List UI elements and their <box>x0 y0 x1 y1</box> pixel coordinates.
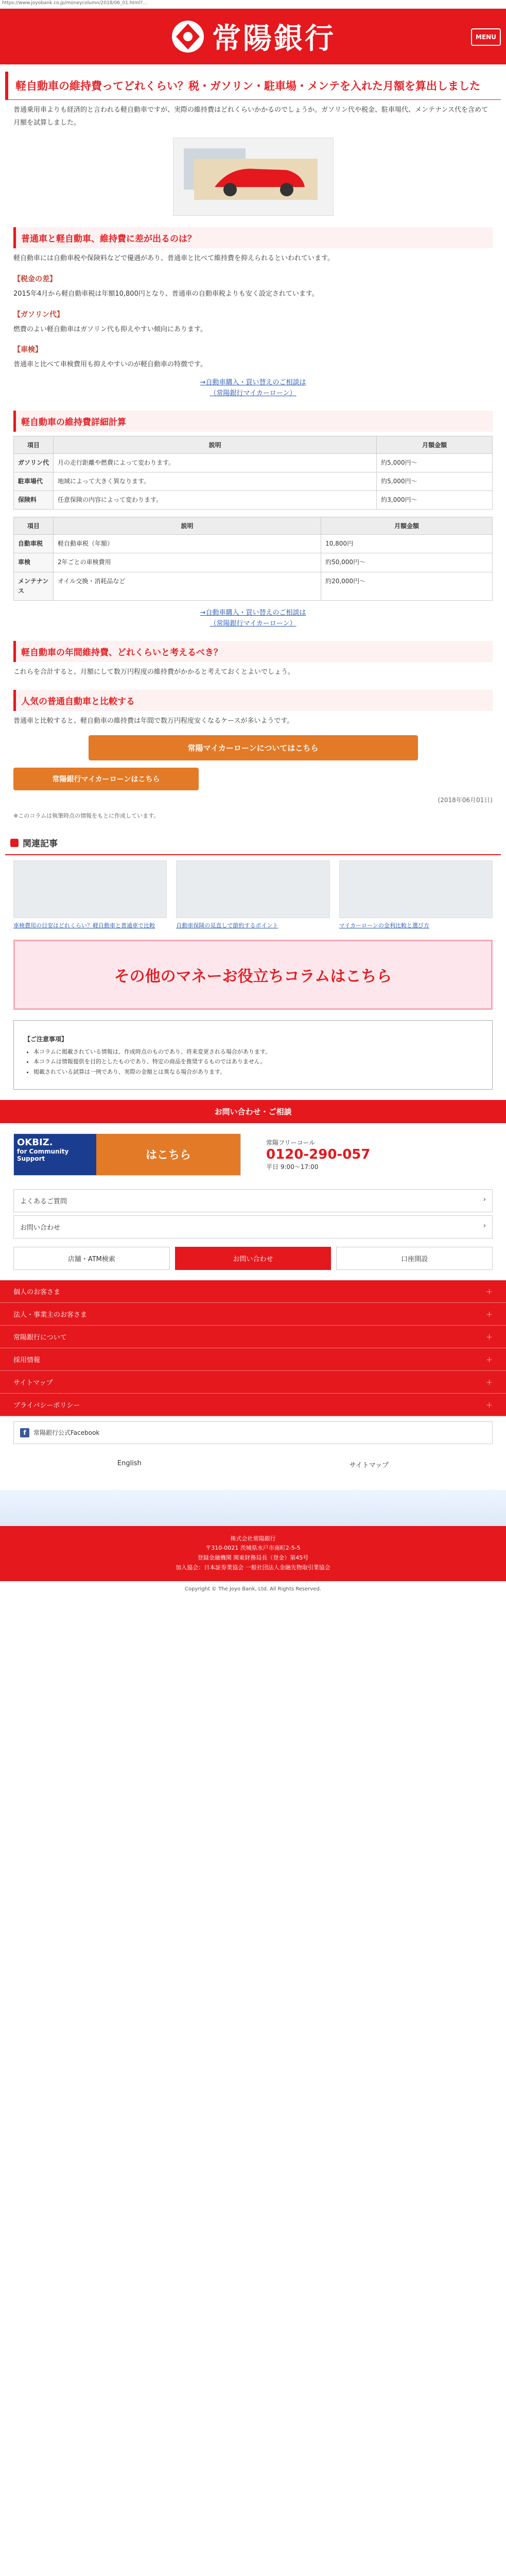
footer-link-english[interactable]: English <box>117 1459 142 1467</box>
loan-link[interactable]: →自動車購入・買い替えのご相談は <box>200 609 306 617</box>
cell-amount: 約3,000円〜 <box>377 491 493 510</box>
notice-item: • 本コラムは情報提供を目的としたものであり、特定の商品を推奨するものではありません。 <box>33 1057 482 1066</box>
nav-item[interactable]: 常陽銀行について ＋ <box>0 1326 506 1348</box>
table-header: 項目 <box>14 517 54 535</box>
cell-desc: 2年ごとの車検費用 <box>54 553 321 572</box>
table-header: 月額金額 <box>377 436 493 453</box>
summary-heading: 軽自動車の年間維持費、どれくらいと考えるべき？ <box>13 641 493 662</box>
subsection-paragraph: 2015年4月から軽自動車税は年額10,800円となり、普通車の自動車税よりも安く設定されています。 <box>13 290 319 298</box>
cell-amount: 約20,000円〜 <box>321 572 493 600</box>
cell-item: メンテナンス <box>14 572 54 600</box>
related-articles-list <box>0 860 506 929</box>
related-heading-label: 関連記事 <box>23 839 58 849</box>
cell-amount: 約5,000円〜 <box>377 453 493 472</box>
related-article-title: 自動車保険の見直しで節約するポイント <box>176 922 278 929</box>
subsection-heading: 【税金の差】 <box>13 275 57 284</box>
plus-icon: ＋ <box>485 1311 493 1319</box>
notice-list <box>33 1047 482 1077</box>
cell-amount: 約50,000円〜 <box>321 553 493 572</box>
loan-link-box <box>13 608 493 630</box>
url-bar: https://www.joyobank.co.jp/moneycolumn/2018/06_01.html?... <box>0 0 506 9</box>
cell-item: ガソリン代 <box>14 453 54 472</box>
yearly-cost-table <box>13 517 493 601</box>
cell-item: 自動車税 <box>14 535 54 553</box>
footer-decoration <box>0 1490 506 1526</box>
footer-address: 〒310-0021 茨城県水戸市南町2-5-5 <box>205 1545 301 1552</box>
loan-link-box <box>13 378 493 399</box>
chevron-right-icon: › <box>483 1222 486 1230</box>
subsection-heading: 【ガソリン代】 <box>13 310 64 319</box>
related-article-link[interactable] <box>176 860 329 929</box>
notice-heading: 【ご注意事項】 <box>24 1036 68 1043</box>
bank-logo-icon <box>171 20 205 54</box>
facebook-label: 常陽銀行公式Facebook <box>33 1429 100 1437</box>
nav-item[interactable]: 法人・事業主のお客さま ＋ <box>0 1303 506 1326</box>
mycar-loan-cta-button[interactable]: 常陽マイカーローンについてはこちら <box>89 735 418 760</box>
cell-amount: 約5,000円〜 <box>377 472 493 490</box>
faq-link[interactable] <box>13 1189 493 1212</box>
loan-link[interactable]: （常陽銀行マイカーローン） <box>210 619 296 628</box>
related-icon <box>10 839 19 847</box>
phone-label: 常陽フリーコール <box>266 1139 316 1146</box>
publish-date: (2018年06月01日) <box>438 796 493 804</box>
plus-icon: ＋ <box>485 1333 493 1342</box>
chevron-right-icon: › <box>483 1195 486 1204</box>
contact-row <box>0 1123 506 1186</box>
loan-link[interactable]: →自動車購入・買い替えのご相談は <box>200 379 306 387</box>
footer-registration: 登録金融機関 関東財務局長（登金）第45号 <box>197 1554 309 1562</box>
table-header: 月額金額 <box>321 517 493 535</box>
quick-link-inquiry[interactable]: お問い合わせ <box>175 1247 331 1270</box>
page-title: 軽自動車の維持費ってどれくらい？税・ガソリン・駐車場・メンテを入れた月額を算出しました <box>5 72 501 100</box>
table-row <box>14 553 493 572</box>
cell-item: 保険料 <box>14 491 54 510</box>
related-article-thumbnail <box>176 860 329 918</box>
related-article-thumbnail <box>13 860 167 918</box>
plus-icon: ＋ <box>485 1288 493 1296</box>
cell-item: 駐車場代 <box>14 472 54 490</box>
cell-desc: 月の走行距離や燃費によって変わります。 <box>54 453 377 472</box>
cell-desc: 地域によって大きく異なります。 <box>54 472 377 490</box>
section-heading: 普通車と軽自動車、維持費に差が出るのは？ <box>13 227 493 248</box>
phone-number[interactable]: 0120-290-057 <box>266 1146 371 1162</box>
inquiry-link-label: お問い合わせ <box>20 1224 61 1232</box>
table-row <box>14 572 493 600</box>
compare-heading: 人気の普通自動車と比較する <box>13 690 493 711</box>
subsection-paragraph: 燃費のよい軽自動車はガソリン代も抑えやすい傾向にあります。 <box>13 325 207 333</box>
section-paragraph: 軽自動車には自動車税や保険料などで優遇があり、普通車と比べて維持費を抑えられるといわれています。 <box>13 255 334 263</box>
related-articles-heading <box>5 831 501 855</box>
cell-desc: オイル交換・消耗品など <box>54 572 321 600</box>
nav-item[interactable]: 個人のお客さま ＋ <box>0 1280 506 1303</box>
table-header: 説明 <box>54 517 321 535</box>
subsection-heading: 【車検】 <box>13 346 42 354</box>
breakdown-heading: 軽自動車の維持費詳細計算 <box>13 411 493 432</box>
plus-icon: ＋ <box>485 1356 493 1364</box>
subsection-paragraph: 普通車と比べて車検費用も抑えやすいのが軽自動車の特徴です。 <box>13 361 207 369</box>
bank-name: 常陽銀行 <box>212 22 336 56</box>
faq-link-label: よくあるご質問 <box>20 1197 67 1206</box>
article-body <box>0 104 506 820</box>
cell-item: 車検 <box>14 553 54 572</box>
inquiry-link[interactable] <box>13 1215 493 1239</box>
site-header <box>0 9 506 64</box>
table-header: 説明 <box>54 436 377 453</box>
footer-info <box>0 1526 506 1581</box>
quick-link-account[interactable]: 口座開設 <box>336 1247 493 1270</box>
banner-text: その他のマネーお役立ちコラムはこちら <box>114 968 392 986</box>
plus-icon: ＋ <box>485 1379 493 1387</box>
footer-association: 加入協会：日本証券業協会 一般社団法人金融先物取引業協会 <box>176 1564 330 1571</box>
contact-heading: お問い合わせ・ご相談 <box>0 1100 506 1123</box>
facebook-link[interactable] <box>13 1421 493 1444</box>
nav-item[interactable]: プライバシーポリシー ＋ <box>0 1394 506 1416</box>
related-article-title: 車検費用の目安はどれくらい？軽自動車と普通車で比較 <box>13 922 155 929</box>
menu-button[interactable]: MENU <box>471 28 501 46</box>
copyright: Copyright © The Joyo Bank, Ltd. All Rights Reserved. <box>0 1581 506 1597</box>
footer-company: 株式会社常陽銀行 <box>230 1535 276 1542</box>
notice-box <box>13 1020 493 1090</box>
cell-desc: 軽自動車税（年額） <box>54 535 321 553</box>
nav-item[interactable]: 採用情報 ＋ <box>0 1348 506 1371</box>
phone-hours: 平日 9:00〜17:00 <box>266 1163 319 1171</box>
table-header: 項目 <box>14 436 54 453</box>
footer-links <box>0 1449 506 1480</box>
related-article-thumbnail <box>339 860 493 918</box>
plus-icon: ＋ <box>485 1401 493 1410</box>
related-article-title: マイカーローンの金利比較と選び方 <box>339 922 429 929</box>
table-row <box>14 491 493 510</box>
mycar-loan-sub-button[interactable]: 常陽銀行マイカーローンはこちら <box>13 768 199 790</box>
okbiz-banner[interactable] <box>13 1133 241 1176</box>
footer-link-sitemap[interactable]: サイトマップ <box>349 1461 389 1469</box>
bank-logo[interactable] <box>171 16 336 57</box>
okbiz-link-label: はこちら <box>96 1134 240 1175</box>
notice-item: • 掲載されている試算は一例であり、実際の金額とは異なる場合があります。 <box>33 1067 482 1077</box>
intro-paragraph: 普通乗用車よりも経済的と言われる軽自動車ですが、実際の維持費はどれくらいかかるのでしょうか。ガソリン代や税金、駐車場代、メンテナンス代を含めて月額を試算しました。 <box>13 106 488 127</box>
related-article-link[interactable] <box>339 860 493 929</box>
loan-link[interactable]: （常陽銀行マイカーローン） <box>210 389 296 397</box>
summary-paragraph: これらを合計すると、月額にして数万円程度の維持費がかかると考えておくとよいでしょう。 <box>13 668 295 676</box>
cell-amount: 10,800円 <box>321 535 493 553</box>
phone-contact <box>266 1138 493 1171</box>
table-row <box>14 453 493 472</box>
cell-desc: 任意保険の内容によって変わります。 <box>54 491 377 510</box>
quick-links <box>13 1247 493 1270</box>
more-columns-banner[interactable] <box>13 940 493 1010</box>
related-article-link[interactable] <box>13 860 167 929</box>
okbiz-logo: OKBIZ. for Community Support <box>14 1134 96 1175</box>
mobile-nav <box>0 1280 506 1416</box>
footnote: ※このコラムは執筆時点の情報をもとに作成しています。 <box>13 812 160 819</box>
nav-item[interactable]: サイトマップ ＋ <box>0 1371 506 1394</box>
table-row <box>14 535 493 553</box>
monthly-cost-table <box>13 436 493 510</box>
hero-image <box>173 138 334 216</box>
compare-paragraph: 普通車と比較すると、軽自動車の維持費は年間で数万円程度安くなるケースが多いようです。 <box>13 717 294 725</box>
quick-link-branch[interactable]: 店舗・ATM検索 <box>13 1247 170 1270</box>
notice-item: • 本コラムに掲載されている情報は、作成時点のものであり、将来変更される場合があります。 <box>33 1047 482 1057</box>
facebook-icon: f <box>20 1428 29 1437</box>
table-row <box>14 472 493 490</box>
